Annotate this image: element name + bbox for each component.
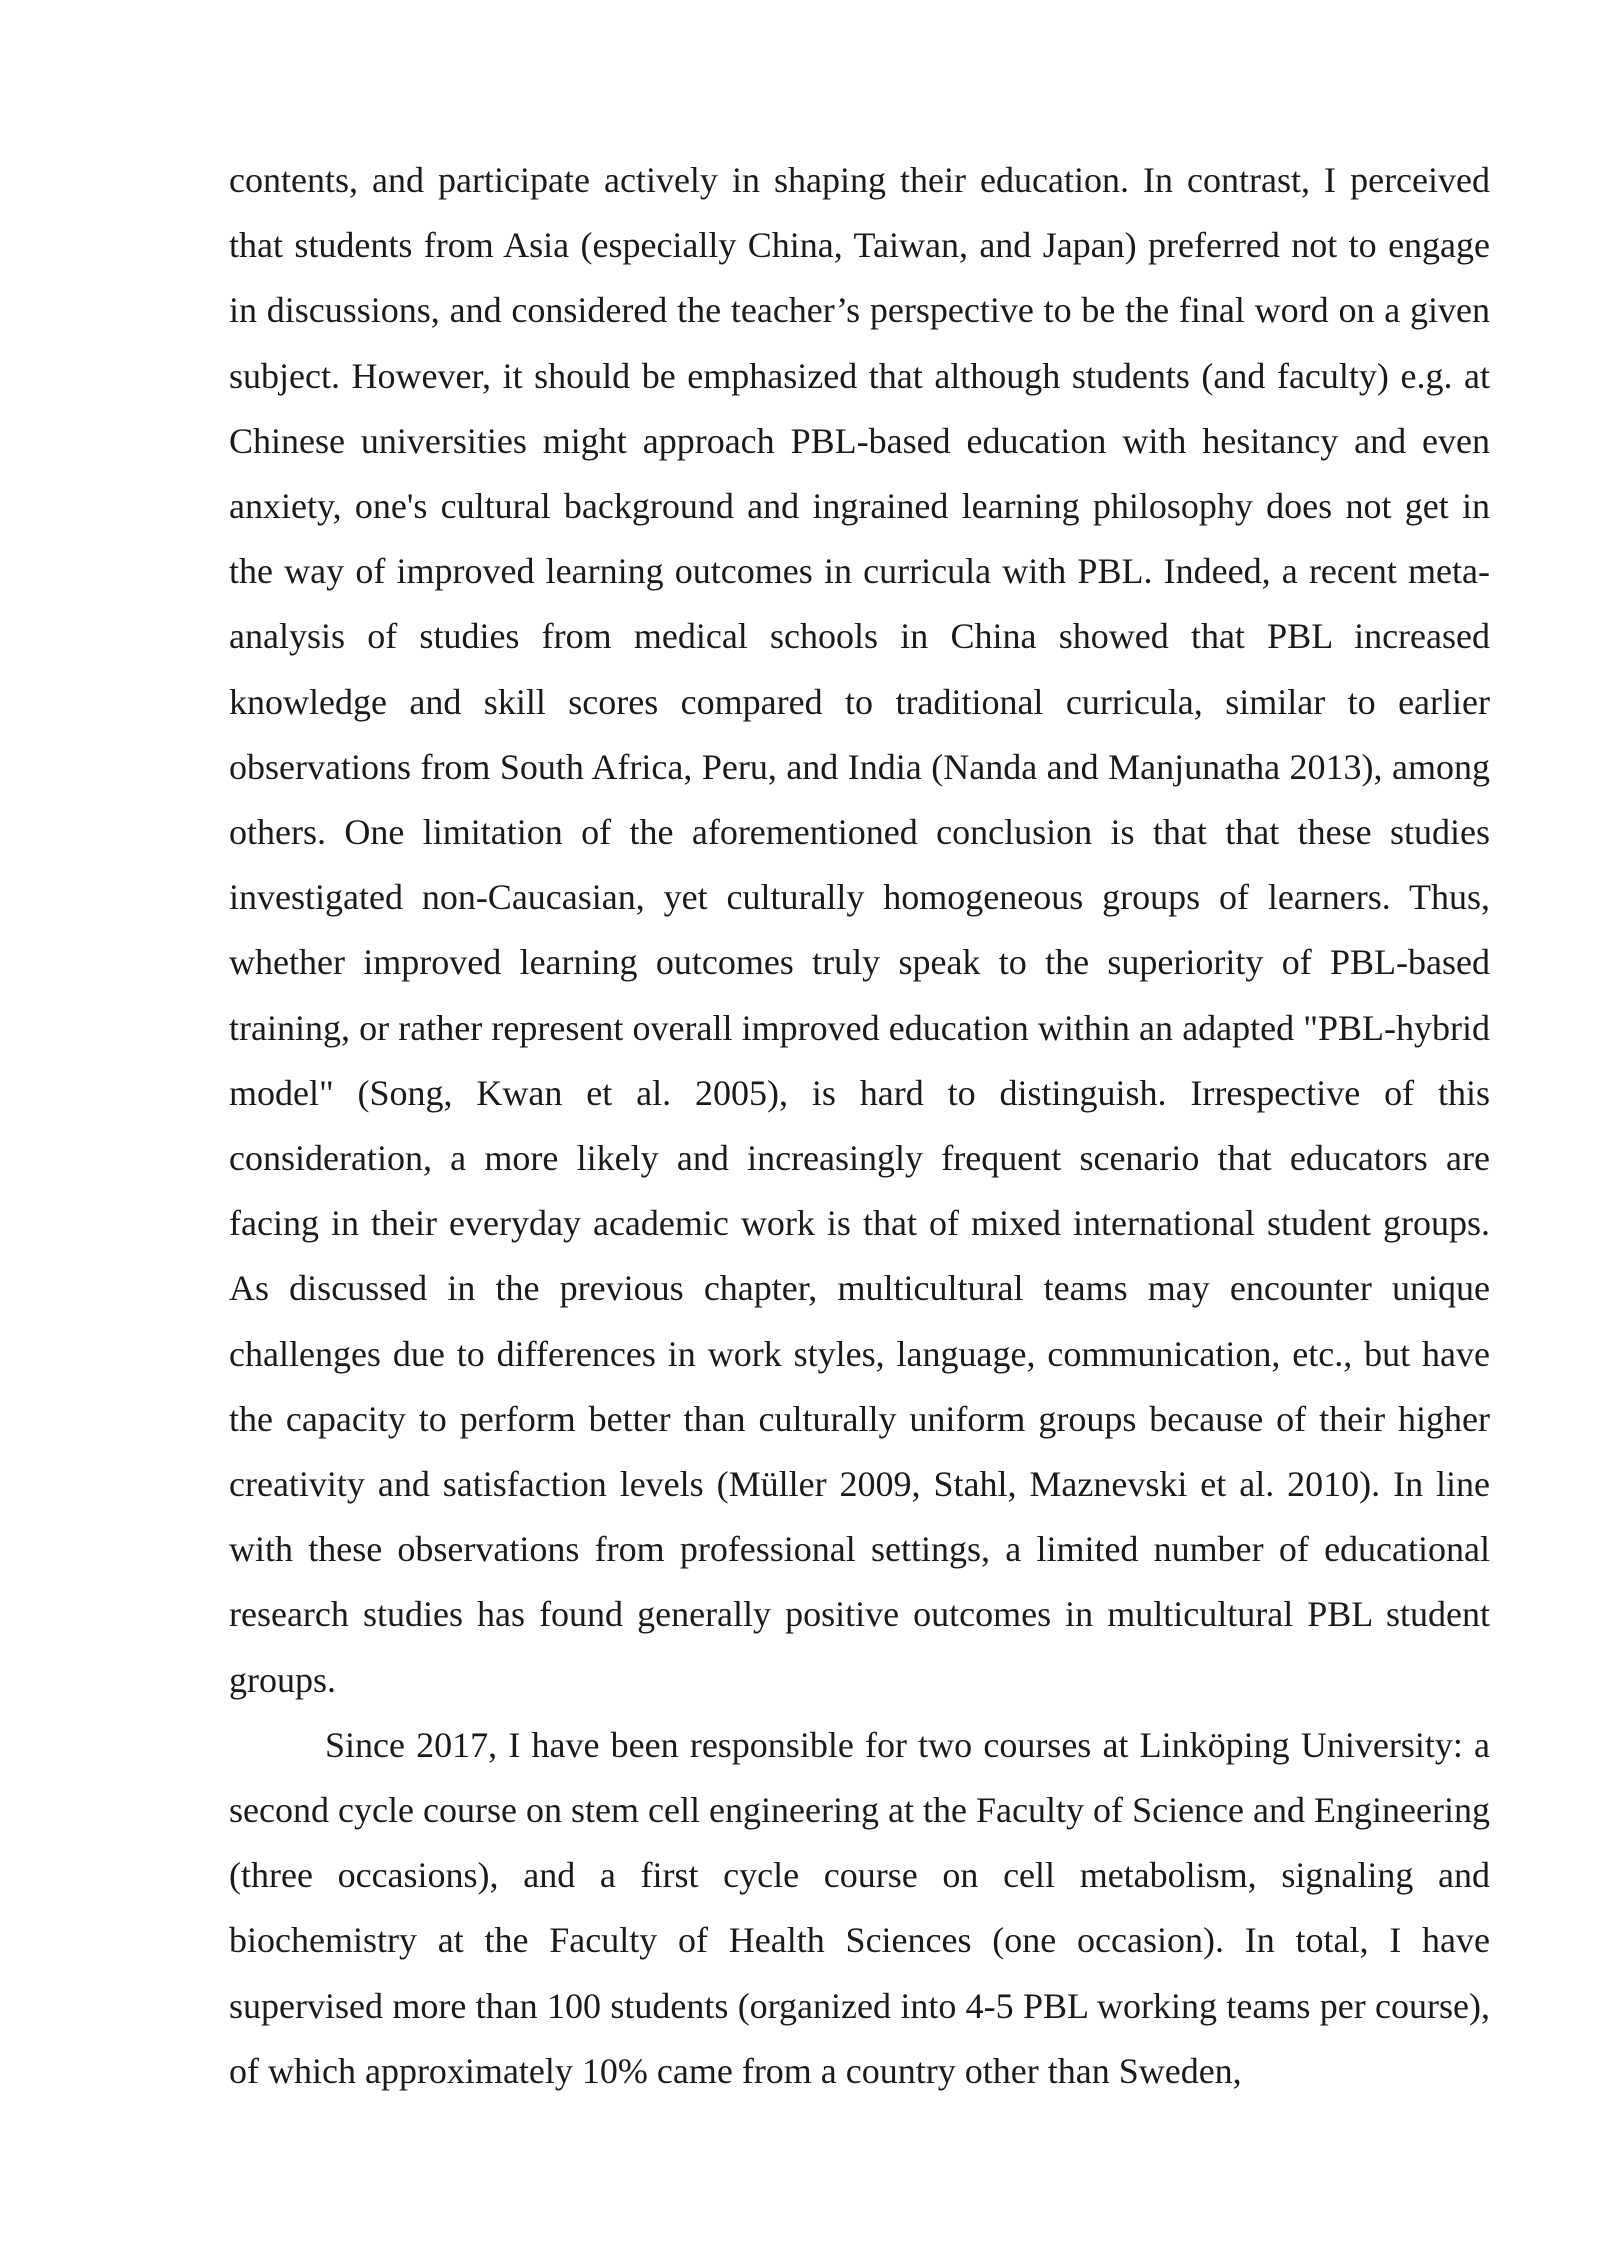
paragraph-continued: contents, and participate actively in shaping their education. In contrast, I perceived that students from Asia (especially China, Taiwan, and Japan) preferred not to engage in discussions, and considered the teacher’s perspective to be the final word on a given subject. However, it should be emphasized that although students (and faculty) e.g. at Chinese universities might approach PBL-based education with hesitancy and even anxiety, one's cultural background and ingrained learning philosophy does not get in the way of improved learning outcomes in curricula with PBL. Indeed, a recent meta-analysis of studies from medical schools in China showed that PBL increased knowledge and skill scores compared to traditional curricula, similar to earlier observations from South Africa, Peru, and India (Nanda and Manjunatha 2013), among others. One limitation of the aforementioned conclusion is that that these studies investigated non-Caucasian, yet culturally homogeneous groups of learners. Thus, whether improved learning outcomes truly speak to the superiority of PBL-based training, or rather represent overall improved education within an adapted "PBL-hybrid model" (Song, Kwan et al. 2005), is hard to distinguish. Irrespective of this consideration, a more likely and increasingly frequent scenario that educators are facing in their everyday academic work is that of mixed international student groups. As discussed in the previous chapter, multicultural teams may encounter unique challenges due to differences in work styles, language, communication, etc., but have the capacity to perform better than culturally uniform groups because of their higher creativity and satisfaction levels (Müller 2009, Stahl, Maznevski et al. 2010). In line with these observations from professional settings, a limited number of educational research studies has found generally positive outcomes in multicultural PBL student groups. xyxy=(229,160,1490,1700)
paragraph-courses: Since 2017, I have been responsible for two courses at Linköping University: a second cycle course on stem cell engineering at the Faculty of Science and Engineering (three occasions), and a first cycle course on cell metabolism, signaling and biochemistry at the Faculty of Health Sciences (one occasion). In total, I have supervised more than 100 students (organized into 4-5 PBL working teams per course), of which approximately 10% came from a country other than Sweden, xyxy=(229,1724,1490,2091)
body-text xyxy=(229,148,1490,2104)
